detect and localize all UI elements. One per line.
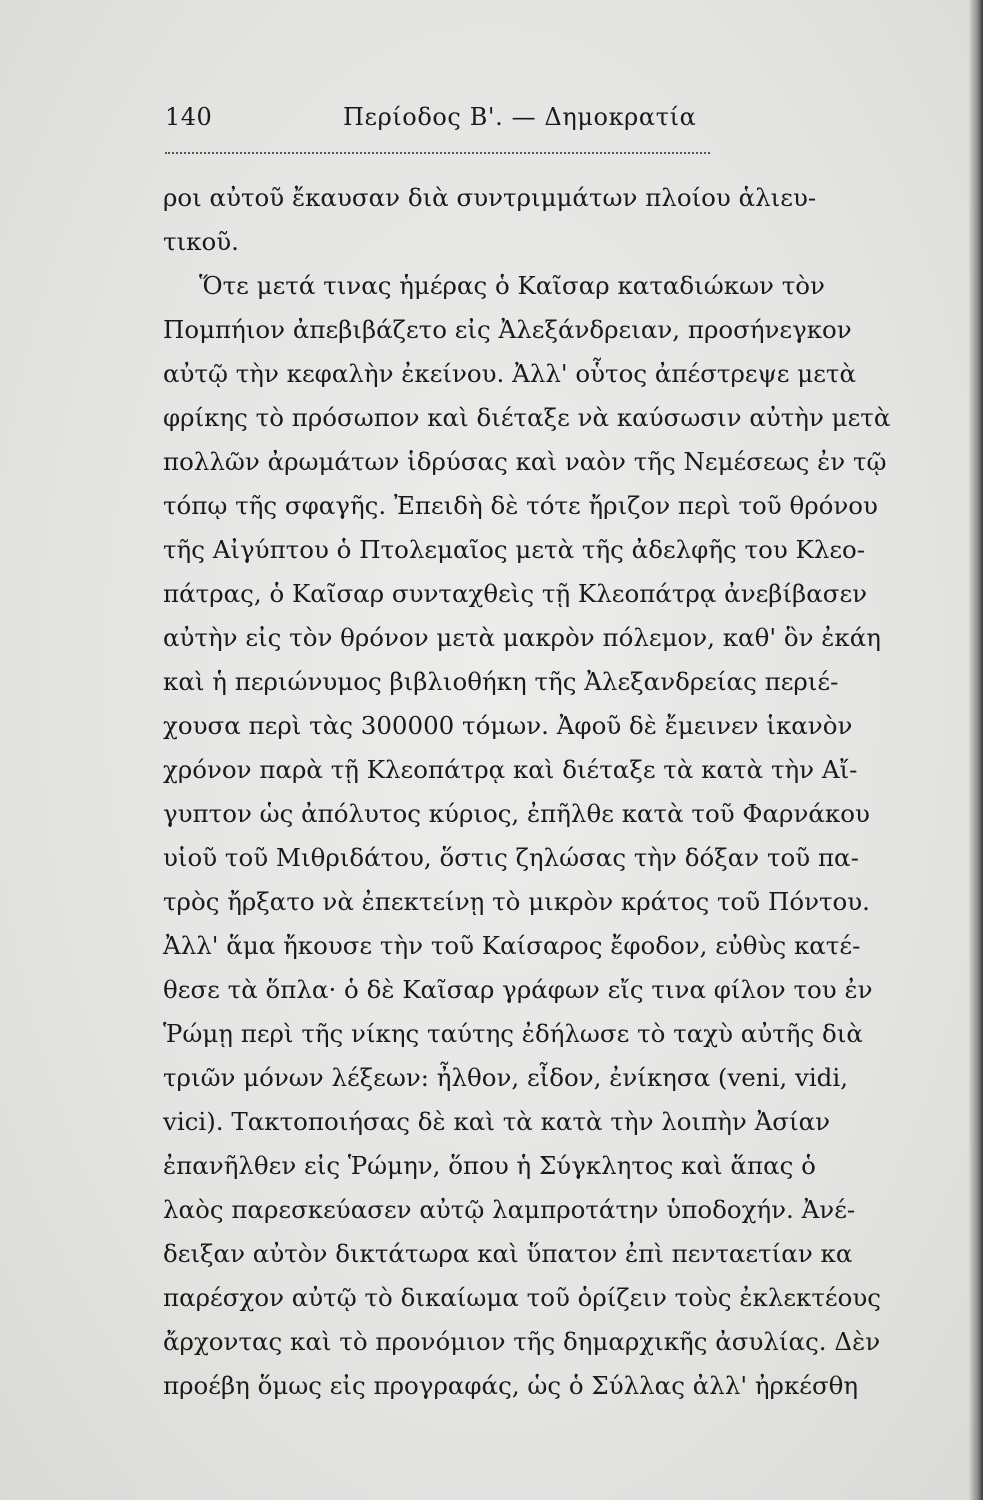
text-line: λαὸς παρεσκεύασεν αὐτῷ λαμπροτάτην ὑποδοχήν. Ἀνέ- (163, 1195, 856, 1224)
page-edge-shadow (969, 0, 983, 1500)
text-line: παρέσχον αὐτῷ τὸ δικαίωμα τοῦ ὁρίζειν τοὺς ἐκλεκτέους (163, 1283, 881, 1312)
text-line: πολλῶν ἀρωμάτων ἱδρύσας καὶ ναὸν τῆς Νεμέσεως ἐν τῷ (163, 447, 887, 476)
text-line: τριῶν μόνων λέξεων: ἦλθον, εἶδον, ἐνίκησα (veni, vidi, (163, 1063, 848, 1092)
text-line: φρίκης τὸ πρόσωπον καὶ διέταξε νὰ καύσωσιν αὐτὴν μετὰ (163, 403, 891, 432)
text-line: χουσα περὶ τὰς 300000 τόμων. Ἀφοῦ δὲ ἔμεινεν ἱκανὸν (163, 711, 853, 740)
body-text (163, 176, 891, 1408)
header-rule (165, 152, 710, 154)
text-line: καὶ ἡ περιώνυμος βιβλιοθήκη τῆς Ἀλεξανδρείας περιέ- (163, 667, 839, 696)
text-line: προέβη ὅμως εἰς προγραφάς, ὡς ὁ Σύλλας ἀλλ' ἠρκέσθη (163, 1371, 859, 1400)
running-title: Περίοδος Β'. — Δημοκρατία (343, 103, 697, 131)
text-line: δειξαν αὐτὸν δικτάτωρα καὶ ὕπατον ἐπὶ πενταετίαν κα (163, 1239, 853, 1268)
text-line: Ὅτε μετά τινας ἡμέρας ὁ Καῖσαρ καταδιώκων τὸν (199, 271, 825, 300)
text-line: ἐπανῆλθεν εἰς Ῥώμην, ὅπου ἡ Σύγκλητος καὶ ἅπας ὁ (163, 1151, 816, 1180)
text-line: αὐτὴν εἰς τὸν θρόνον μετὰ μακρὸν πόλεμον, καθ' ὃν ἐκάη (163, 623, 881, 652)
running-header (165, 103, 710, 143)
text-line: τρὸς ἤρξατο νὰ ἐπεκτείνῃ τὸ μικρὸν κράτος τοῦ Πόντου. (163, 887, 870, 916)
text-line: τῆς Αἰγύπτου ὁ Πτολεμαῖος μετὰ τῆς ἀδελφῆς του Κλεο- (163, 535, 866, 564)
text-line: τικοῦ. (163, 227, 239, 256)
text-line: θεσε τὰ ὅπλα· ὁ δὲ Καῖσαρ γράφων εἴς τινα φίλον του ἐν (163, 975, 873, 1004)
text-line: πάτρας, ὁ Καῖσαρ συνταχθεὶς τῇ Κλεοπάτρᾳ ἀνεβίβασεν (163, 579, 868, 608)
text-line: υἱοῦ τοῦ Μιθριδάτου, ὅστις ζηλώσας τὴν δόξαν τοῦ πα- (163, 843, 859, 872)
text-line: ἄρχοντας καὶ τὸ προνόμιον τῆς δημαρχικῆς ἀσυλίας. Δὲν (163, 1327, 881, 1356)
text-line: αὐτῷ τὴν κεφαλὴν ἐκείνου. Ἀλλ' οὗτος ἀπέστρεψε μετὰ (163, 359, 856, 388)
text-line: γυπτον ὡς ἀπόλυτος κύριος, ἐπῆλθε κατὰ τοῦ Φαρνάκου (163, 799, 870, 828)
text-line: vici). Τακτοποιήσας δὲ καὶ τὰ κατὰ τὴν λοιπὴν Ἀσίαν (163, 1107, 831, 1136)
text-line: Πομπήιον ἀπεβιβάζετο εἰς Ἀλεξάνδρειαν, προσήνεγκον (163, 315, 852, 344)
text-line: Ἀλλ' ἅμα ἤκουσε τὴν τοῦ Καίσαρος ἔφοδον, εὐθὺς κατέ- (163, 931, 861, 960)
text-line: ροι αὐτοῦ ἔκαυσαν διὰ συντριμμάτων πλοίου ἁλιευ- (163, 183, 817, 212)
text-line: τόπῳ τῆς σφαγῆς. Ἐπειδὴ δὲ τότε ἤριζον περὶ τοῦ θρόνου (163, 491, 878, 520)
page-number: 140 (165, 103, 213, 131)
text-line: Ῥώμῃ περὶ τῆς νίκης ταύτης ἐδήλωσε τὸ ταχὺ αὐτῆς διὰ (163, 1019, 863, 1048)
text-line: χρόνον παρὰ τῇ Κλεοπάτρᾳ καὶ διέταξε τὰ κατὰ τὴν Αἴ- (163, 755, 858, 784)
